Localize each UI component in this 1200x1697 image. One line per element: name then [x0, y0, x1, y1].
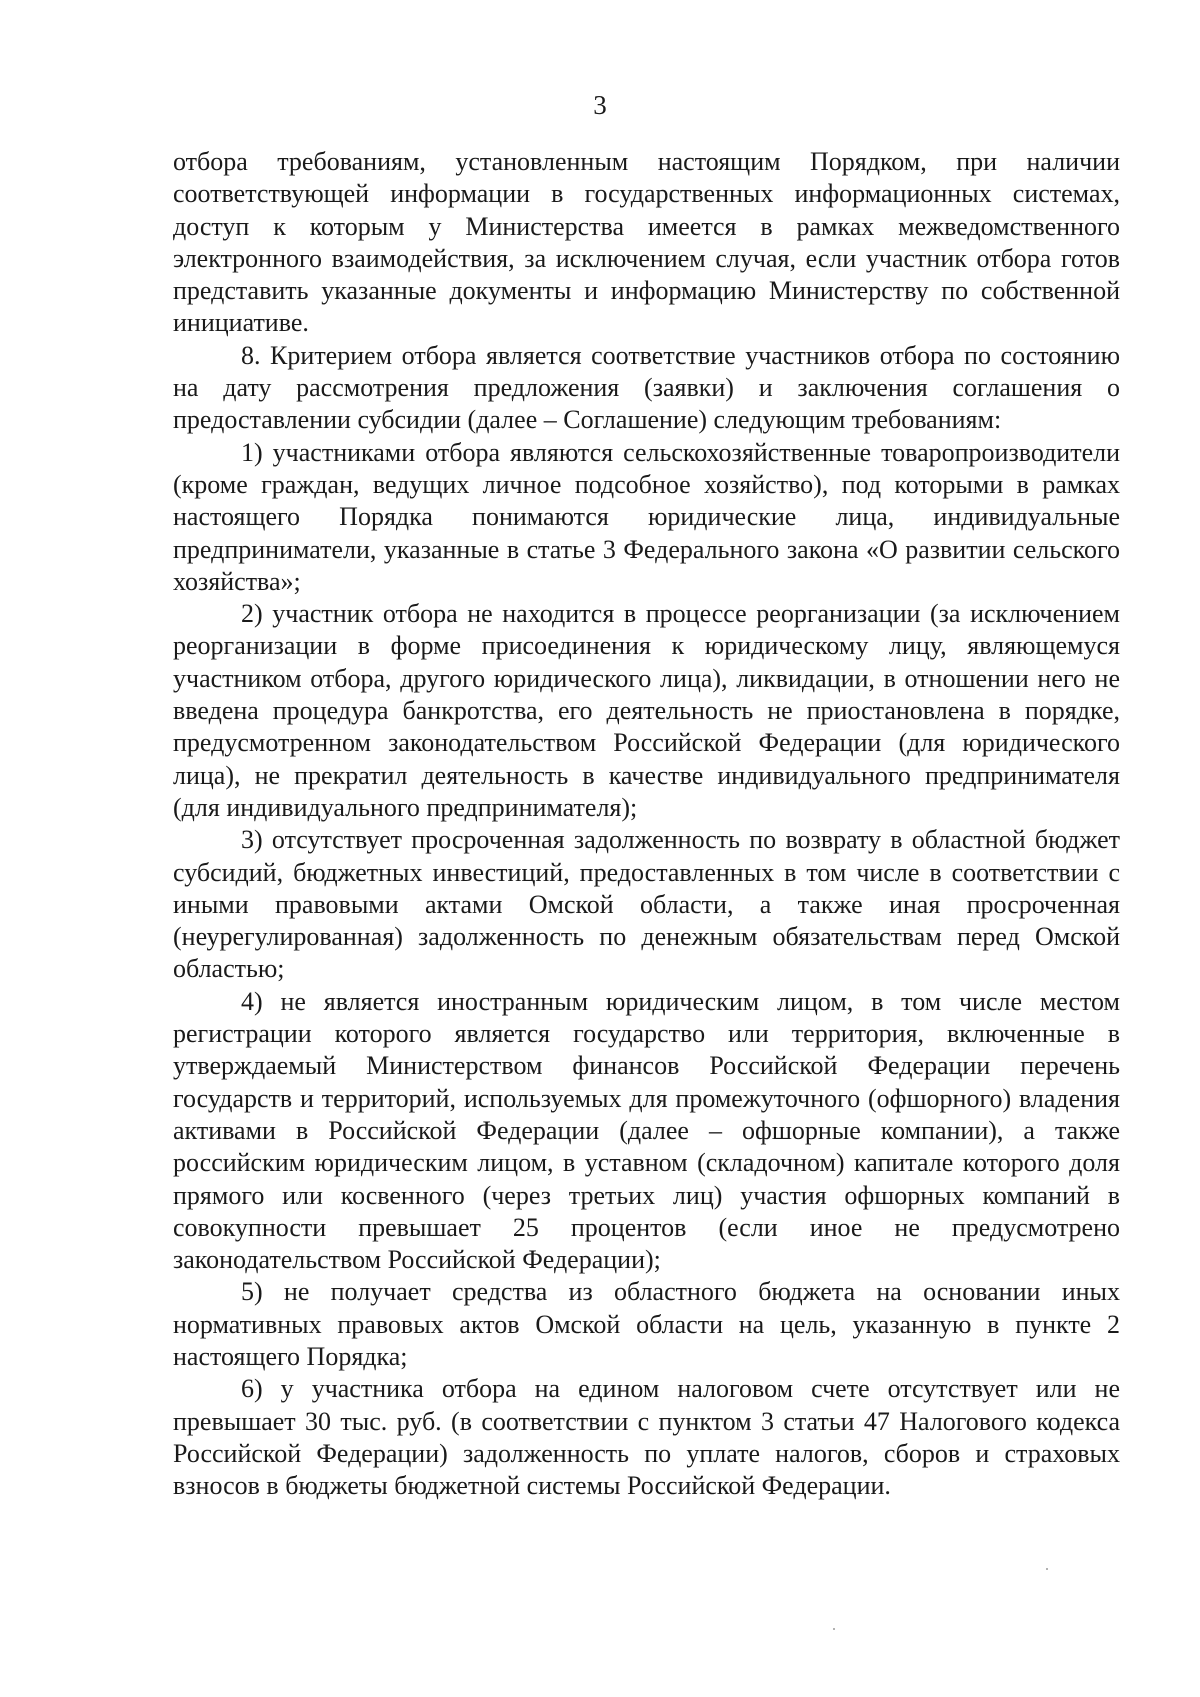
paragraph-item-8-criteria: 8. Критерием отбора является соответствие участников отбора по состоянию на дату рассмотрения предложения (заявки) и заключения соглашения о предоставлении субсидии (далее – Соглашение) следующим требованиям:	[173, 340, 1120, 435]
paragraph-continuation: отбора требованиям, установленным настоящим Порядком, при наличии соответствующей информации в государственных информационных системах, доступ к которым у Министерства имеется в рамках межведомственного электронного взаимодействия, за исключением случая, если участник отбора готов представить указанные документы и информацию Министерству по собственной инициативе.	[173, 147, 1120, 338]
paragraph-subitem-1: 1) участниками отбора являются сельскохозяйственные товаропроизводители (кроме граждан, ведущих личное подсобное хозяйство), под которыми в рамках настоящего Порядка понимаются юридические лица, индивидуальные предприниматели, указанные в статье 3 Федерального закона «О развитии сельского хозяйства»;	[173, 437, 1120, 596]
paragraph-subitem-3: 3) отсутствует просроченная задолженность по возврату в областной бюджет субсидий, бюджетных инвестиций, предоставленных в том числе в соответствии с иными правовыми актами Омской области, а также иная просроченная (неурегулированная) задолженность по денежным обязательствам перед Омской областью;	[173, 825, 1120, 984]
scan-speck	[833, 1628, 835, 1630]
paragraph-subitem-6: 6) у участника отбора на едином налоговом счете отсутствует или не превышает 30 тыс. руб. (в соответствии с пунктом 3 статьи 47 Налогового кодекса Российской Федерации) задолженность по уплате налогов, сборов и страховых взносов в бюджеты бюджетной системы Российской Федерации.	[173, 1374, 1120, 1501]
paragraph-subitem-2: 2) участник отбора не находится в процессе реорганизации (за исключением реорганизации в форме присоединения к юридическому лицу, являющемуся участником отбора, другого юридического лица), ликвидации, в отношении него не введена процедура банкротства, его деятельность не приостановлена в порядке, предусмотренном законодательством Российской Федерации (для юридического лица), не прекратил деятельность в качестве индивидуального предпринимателя (для индивидуального предпринимателя);	[173, 599, 1120, 822]
document-body	[173, 146, 1120, 1502]
paragraph-subitem-5: 5) не получает средства из областного бюджета на основании иных нормативных правовых актов Омской области на цель, указанную в пункте 2 настоящего Порядка;	[173, 1277, 1120, 1371]
paragraph-subitem-4: 4) не является иностранным юридическим лицом, в том числе местом регистрации которого является государство или территория, включенные в утверждаемый Министерством финансов Российской Федерации перечень государств и территорий, используемых для промежуточного (офшорного) владения активами в Российской Федерации (далее – офшорные компании), а также российским юридическим лицом, в уставном (складочном) капитале которого доля прямого или косвенного (через третьих лиц) участия офшорных компаний в совокупности превышает 25 процентов (если иное не предусмотрено законодательством Российской Федерации);	[173, 986, 1120, 1275]
page-number: 3	[593, 90, 607, 120]
scan-speck	[1046, 1568, 1048, 1570]
